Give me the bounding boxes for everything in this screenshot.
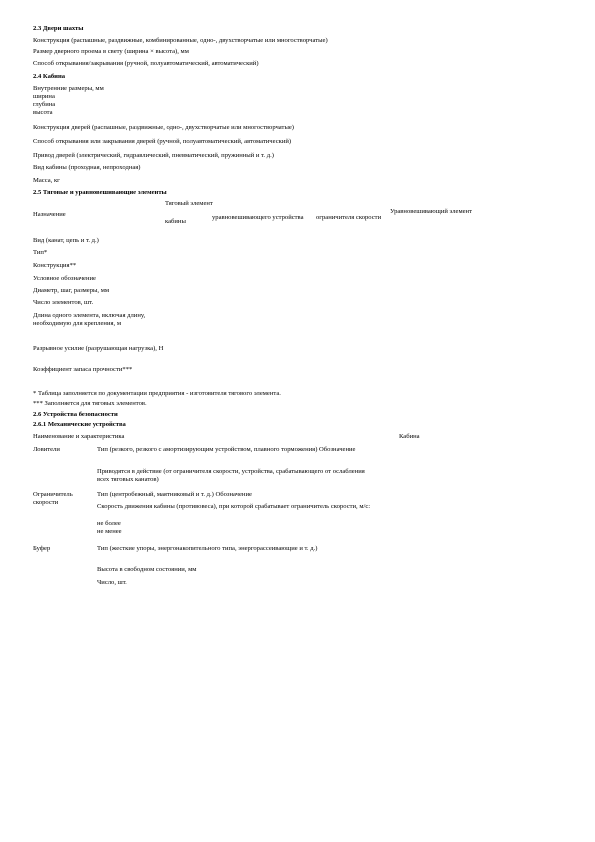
table-col-purpose: Назначение bbox=[33, 211, 66, 218]
catchers-type-line: Тип (резкого, резкого с амортизирующим устройством, плавного торможения) Обозначение bbox=[97, 446, 356, 453]
dimension-height: высота bbox=[33, 109, 53, 116]
section-2-5-heading: 2.5 Тяговые и уравновешивающие элементы bbox=[33, 189, 167, 196]
table-row-construction: Конструкция** bbox=[33, 262, 77, 269]
door-opening-method-line: Способ открывания/закрывания (ручной, полуавтоматический, автоматический) bbox=[33, 60, 259, 67]
speed-limiter-trigger-speed-line: Скорость движения кабины (противовеса), при которой срабатывает ограничитель скорости, м/с: bbox=[97, 503, 371, 510]
catchers-actuation-line: Приводятся в действие (от ограничителя скорости, устройства, срабатывающего от ослабления всех тяговых канатов) bbox=[97, 468, 365, 483]
buffer-type-line: Тип (жесткие упоры, энергонакопительного типа, энергорассеивающие и т. д.) bbox=[97, 545, 318, 552]
table-row-diameter: Диаметр, шаг, размеры, мм bbox=[33, 287, 110, 294]
table-row-kind: Вид (канат, цепь и т. д.) bbox=[33, 237, 99, 244]
section-2-6-1-heading: 2.6.1 Механические устройства bbox=[33, 421, 126, 428]
speed-limiter-label: Ограничитель скорости bbox=[33, 491, 73, 506]
door-opening-size-line: Размер дверного проема в свету (ширина × высота), мм bbox=[33, 48, 189, 55]
table-col-balancing-element: Уравновешивающий элемент bbox=[390, 208, 472, 215]
speed-limiter-min-line: не менее bbox=[97, 528, 122, 535]
buffer-free-height-line: Высота в свободном состоянии, мм bbox=[97, 566, 197, 573]
section-2-6-heading: 2.6 Устройства безопасности bbox=[33, 411, 118, 418]
buffer-count-line: Число, шт. bbox=[97, 579, 127, 586]
table-col-traction-element: Тяговый элемент bbox=[165, 200, 213, 207]
dimension-width: ширина bbox=[33, 93, 55, 100]
table-row-designation: Условное обозначение bbox=[33, 275, 96, 282]
table-subcol-speed-limiter: ограничителя скорости bbox=[316, 214, 382, 221]
buffer-label: Буфер bbox=[33, 545, 51, 552]
safety-col-name-characteristic: Наименование и характеристика bbox=[33, 433, 125, 440]
speed-limiter-type-line: Тип (центробежный, маятниковый и т. д.) Обозначение bbox=[97, 491, 252, 498]
inner-dimensions-title: Внутренние размеры, мм bbox=[33, 85, 104, 92]
doors-construction-line: Конструкция (распашные, раздвижные, комбинированные, одно-, двухстворчатые или многостворчатые) bbox=[33, 37, 328, 44]
speed-limiter-max-line: не более bbox=[97, 520, 121, 527]
cabin-mass-line: Масса, кг bbox=[33, 177, 60, 184]
table-row-element-length: Длина одного элемента, включая длину, необходимую для крепления, м bbox=[33, 312, 146, 327]
table-row-breaking-force: Разрывное усилие (разрушающая нагрузка), Н bbox=[33, 345, 164, 352]
footnote-2: *** Заполняется для тяговых элементов. bbox=[33, 400, 147, 407]
dimension-depth: глубина bbox=[33, 101, 56, 108]
table-row-safety-factor: Коэффициент запаса прочности*** bbox=[33, 366, 133, 373]
section-2-4-heading: 2.4 Кабина bbox=[33, 73, 66, 80]
footnote-1: * Таблица заполняется по документации предприятия - изготовителя тягового элемента. bbox=[33, 390, 281, 397]
cabin-type-line: Вид кабины (проходная, непроходная) bbox=[33, 164, 141, 171]
table-subcol-counterweight: уравновешивающего устройства bbox=[212, 214, 304, 221]
section-2-3-heading: 2.3 Двери шахты bbox=[33, 25, 84, 32]
cabin-doors-construction-line: Конструкция дверей (распашные, раздвижные, одно-, двухстворчатые или многостворчатые) bbox=[33, 124, 294, 131]
cabin-doors-opening-line: Способ открывания или закрывания дверей (ручной, полуавтоматический, автоматический) bbox=[33, 138, 292, 145]
safety-col-cabin: Кабина bbox=[399, 433, 420, 440]
table-subcol-cabin: кабины bbox=[165, 218, 186, 225]
table-row-count: Число элементов, шт. bbox=[33, 299, 94, 306]
cabin-doors-drive-line: Привод дверей (электрический, гидравлический, пневматический, пружинный и т. д.) bbox=[33, 152, 274, 159]
table-row-type: Тип* bbox=[33, 249, 48, 256]
catchers-label: Ловители bbox=[33, 446, 60, 453]
